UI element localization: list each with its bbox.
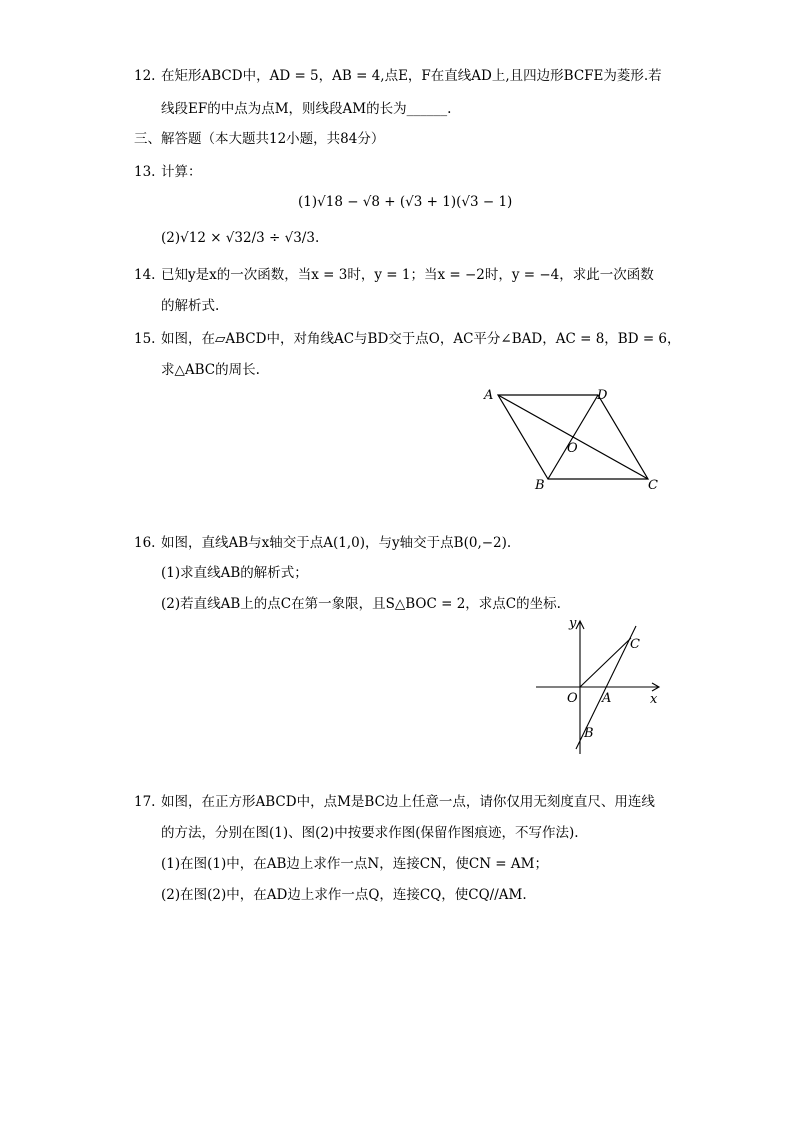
question-14-text-line1: 已知y是x的一次函数，当x = 3时，y = 1；当x = −2时，y = −4，求此一次函数 — [161, 267, 654, 283]
question-13-intro: 计算： — [161, 164, 202, 180]
question-17-text-line2: 的方法，分别在图(1)、图(2)中按要求作图(保留作图痕迹，不写作法). — [161, 825, 579, 841]
point-label-b: B — [584, 726, 594, 741]
point-label-b: B — [535, 478, 545, 493]
question-17-part2: (2)在图(2)中，在AD边上求作一点Q，连接CQ，使CQ//AM. — [161, 887, 527, 903]
point-label-a: A — [484, 388, 494, 403]
question-17-part1: (1)在图(1)中，在AB边上求作一点N，连接CN，使CN = AM； — [161, 856, 548, 872]
axis-label-y: y — [569, 616, 577, 631]
question-16-part1: (1)求直线AB的解析式； — [161, 565, 308, 581]
question-number-13: 13. — [134, 164, 156, 180]
point-label-c: C — [630, 637, 640, 652]
question-12-text-line1: 在矩形ABCD中，AD = 5，AB = 4,点E，F在直线AD上,且四边形BCFE为菱形.若 — [161, 68, 662, 84]
question-number-17: 17. — [134, 794, 156, 810]
question-number-14: 14. — [134, 267, 156, 283]
question-15-text-line2: 求△ABC的周长. — [161, 362, 260, 378]
diagonal-bd — [548, 395, 598, 479]
question-16-figure-coordinate-plane — [530, 612, 670, 757]
question-16-text-line1: 如图，直线AB与x轴交于点A(1,0)，与y轴交于点B(0,−2). — [161, 535, 512, 551]
point-label-a: A — [602, 691, 612, 706]
question-13-part1: (1)√18 − √8 + (√3 + 1)(√3 − 1) — [298, 194, 513, 210]
point-label-o: O — [567, 691, 578, 706]
question-17-text-line1: 如图，在正方形ABCD中，点M是BC边上任意一点，请你仅用无刻度直尺、用连线 — [161, 794, 655, 810]
point-label-c: C — [648, 478, 658, 493]
segment-oc — [580, 638, 631, 687]
question-number-12: 12. — [134, 68, 156, 84]
section-3-title: 三、解答题（本大题共12小题，共84分） — [134, 131, 385, 147]
point-label-o: O — [567, 441, 578, 456]
question-15-figure-parallelogram — [478, 383, 664, 493]
question-number-16: 16. — [134, 535, 156, 551]
question-16-part2: (2)若直线AB上的点C在第一象限，且S△BOC = 2，求点C的坐标. — [161, 596, 561, 612]
question-number-15: 15. — [134, 331, 156, 347]
question-13-part2: (2)√12 × √32/3 ÷ √3/3. — [161, 230, 320, 246]
question-15-text-line1: 如图，在▱ABCD中，对角线AC与BD交于点O，AC平分∠BAD，AC = 8，BD = 6， — [161, 331, 681, 347]
question-12-text-line2: 线段EF的中点为点M，则线段AM的长为______. — [161, 101, 452, 117]
point-label-d: D — [597, 388, 608, 403]
axis-label-x: x — [650, 692, 658, 707]
question-14-text-line2: 的解析式. — [161, 298, 220, 314]
